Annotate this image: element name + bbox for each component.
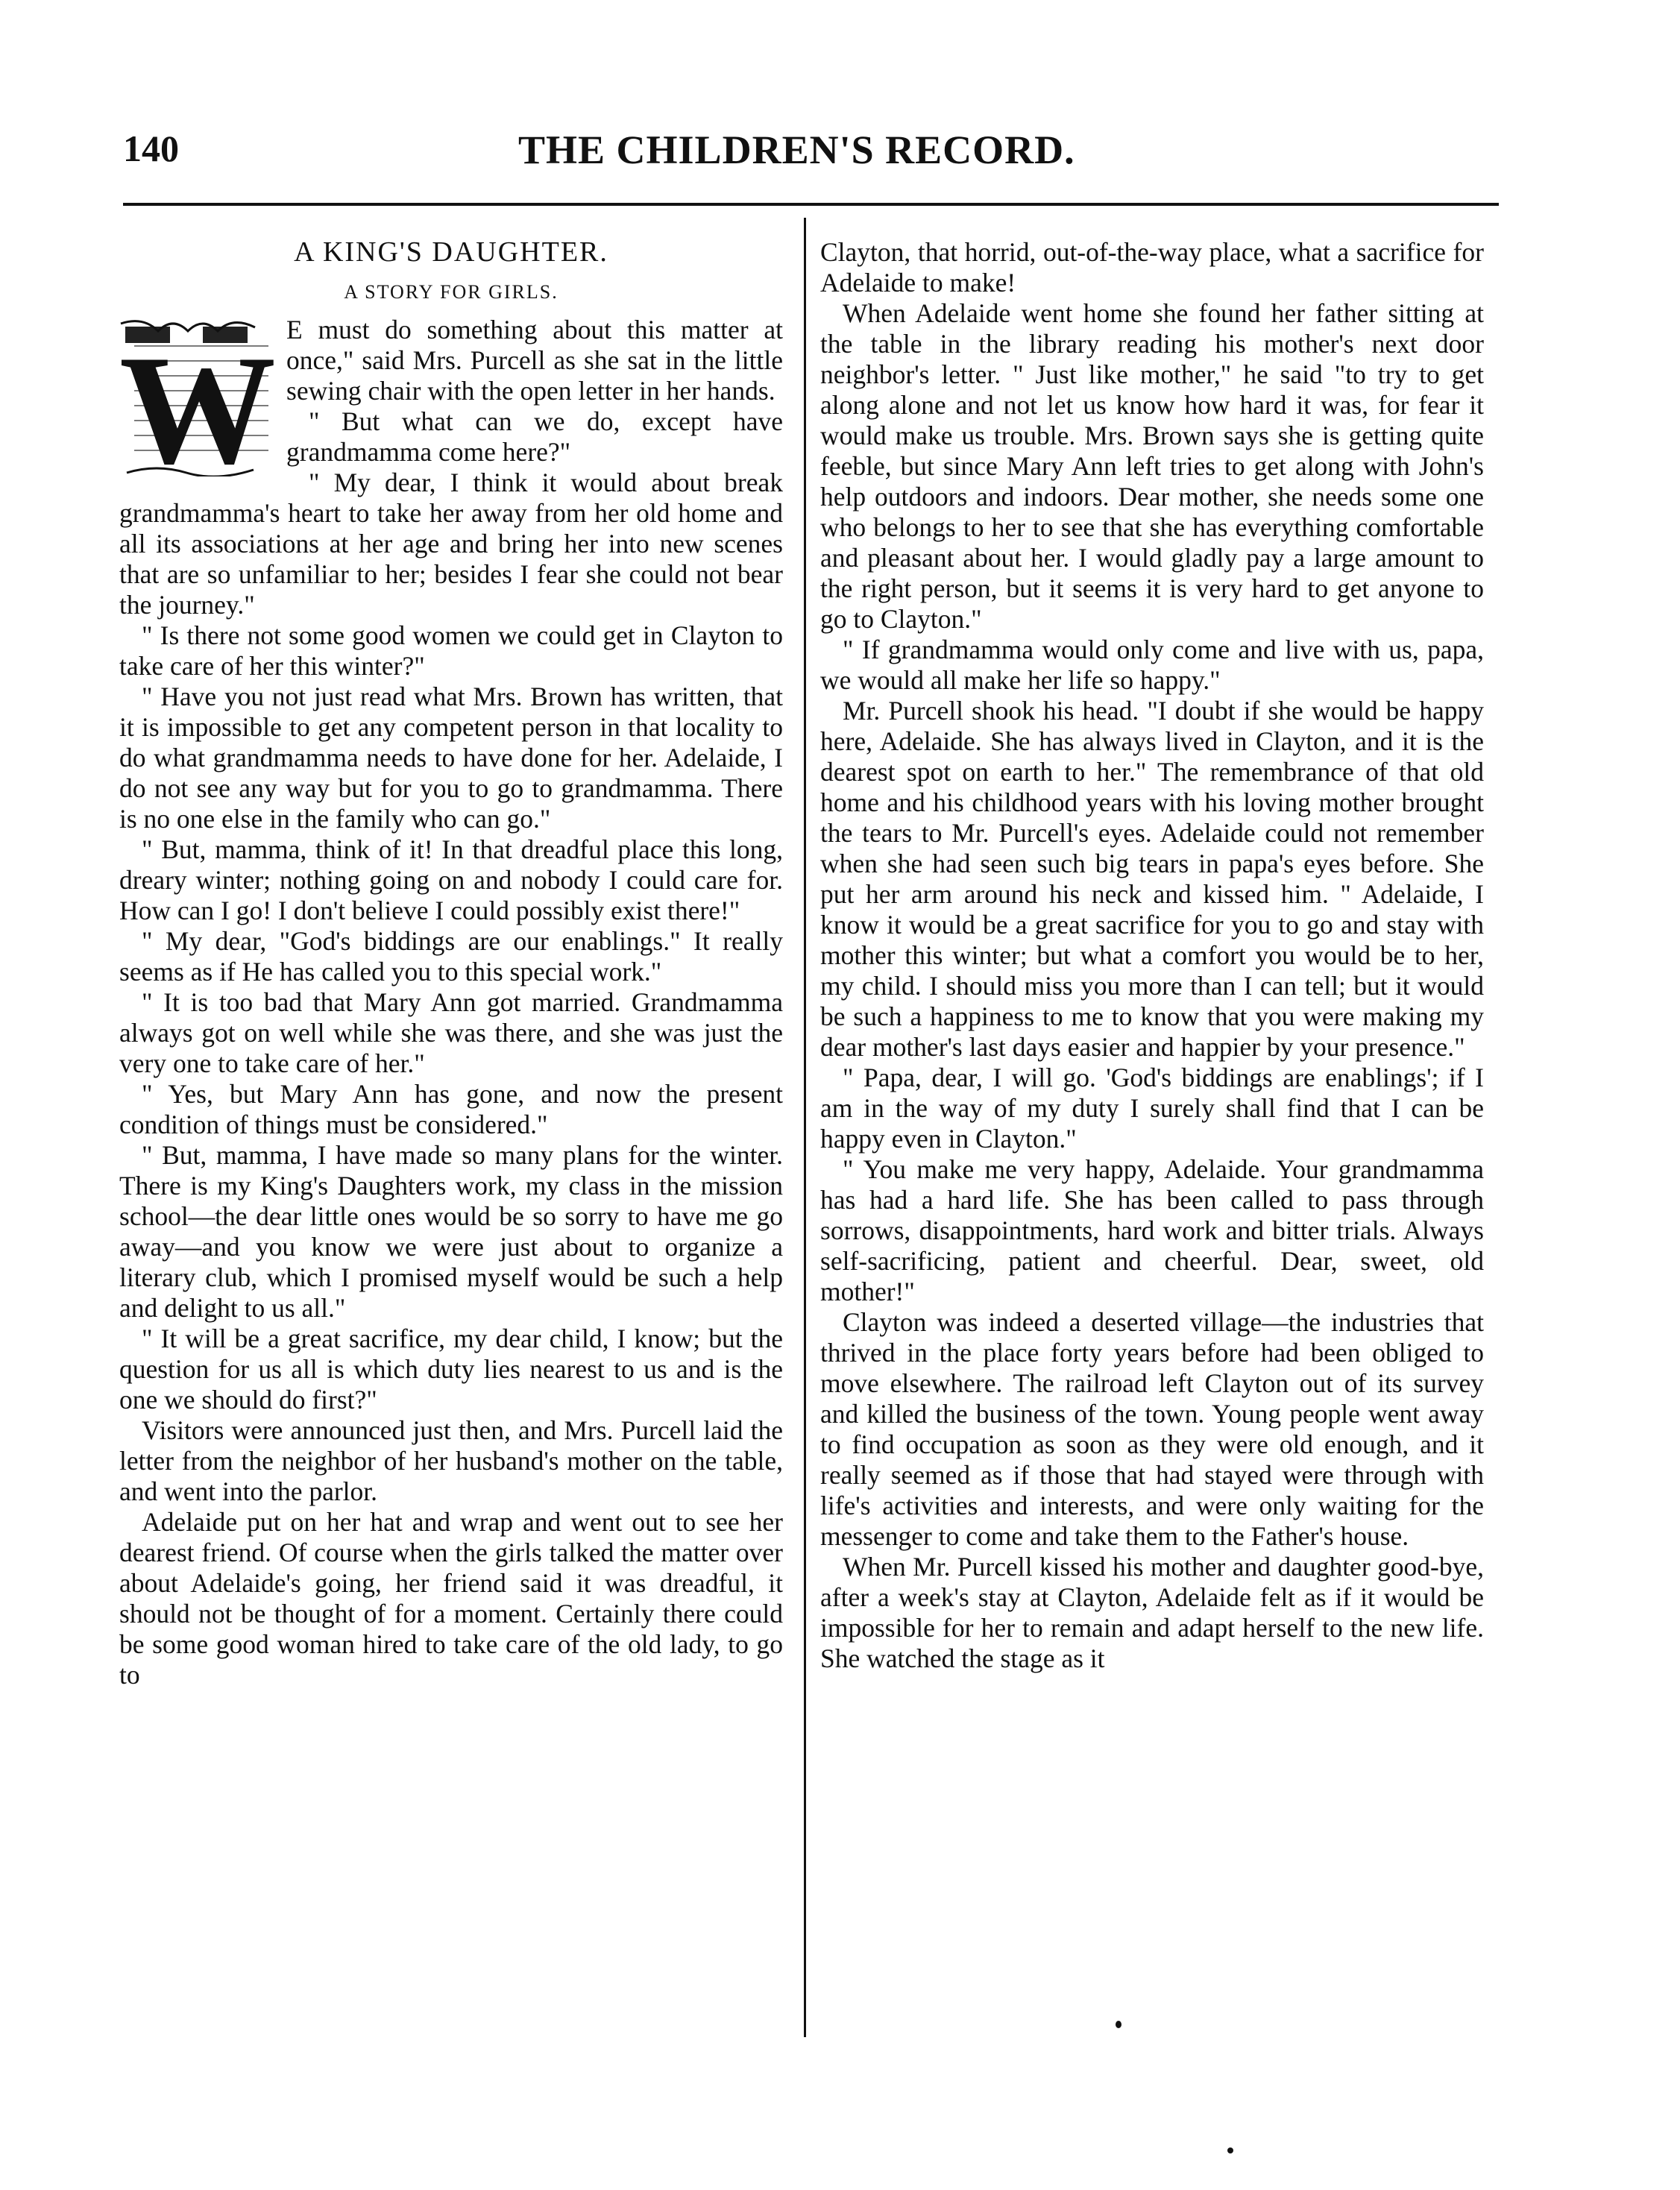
print-mark	[1227, 2147, 1233, 2153]
paragraph: " Yes, but Mary Ann has gone, and now the present condition of things must be considered."	[119, 1079, 783, 1139]
paragraph: E must do something about this matter at once," said Mrs. Purcell as she sat in the little sewing chair with the open letter in her hands.	[286, 315, 783, 406]
paragraph: " Have you not just read what Mrs. Brown has written, that it is impossible to get any competent person in that locality to do what grandmamma needs to have done for her. Adelaide, I do not see any way but for you to go to grandmamma. There is no one else in the family who can go."	[119, 682, 783, 834]
paragraph: " My dear, "God's biddings are our enablings." It really seems as if He has called you to this special work."	[119, 926, 783, 987]
paragraph: When Mr. Purcell kissed his mother and daughter good-bye, after a week's stay at Clayton, Adelaide felt as if it would be impossible for her to remain and adapt herself to the new life. She watched the stage as it	[820, 1552, 1484, 1673]
drop-cap-letter: W	[119, 324, 276, 476]
paragraph: " My dear, I think it would about break grandmamma's heart to take her away from her old home and all its associations at her age and bring her into new scenes that are so unfamiliar to her; besides I fear she could not bear the journey."	[119, 468, 783, 620]
paragraph: Mr. Purcell shook his head. "I doubt if she would be happy here, Adelaide. She has always lived in Clayton, and it is the dearest spot on earth to her." The remembrance of that old home and his childhood years with his loving mother brought the tears to Mr. Purcell's eyes. Adelaide could not remember when she had seen such big tears in papa's eyes before. She put her arm around his neck and kissed him. " Adelaide, I know it would be a great sacrifice for you to go and stay with mother this winter; but what a comfort you would be to her, my child. I should miss you more than I can tell; but it would be such a happiness to me to know that you were making my dear mother's last days easier and happier by your presence."	[820, 696, 1484, 1062]
paragraph: " If grandmamma would only come and live with us, papa, we would all make her life so happy."	[820, 635, 1484, 695]
paragraph: Clayton, that horrid, out-of-the-way place, what a sacrifice for Adelaide to make!	[820, 237, 1484, 298]
right-column	[820, 237, 1484, 1674]
paragraph: " You make me very happy, Adelaide. Your grandmamma has had a hard life. She has been called to pass through sorrows, disappointments, hard work and bitter trials. Always self-sacrificing, patient and cheerful. Dear, sweet, old mother!"	[820, 1154, 1484, 1306]
page-header	[123, 127, 1499, 179]
drop-cap-ornament-icon	[119, 316, 276, 476]
paragraph: Adelaide put on her hat and wrap and went out to see her dearest friend. Of course when the girls talked the matter over about Adelaide's going, her friend said it was dreadful, it should not be thought of for a moment. Certainly there could be some good woman hired to take care of the old lady, to go to	[119, 1507, 783, 1690]
print-mark	[1116, 2021, 1121, 2028]
paragraph: " Is there not some good women we could get in Clayton to take care of her this winter?"	[119, 620, 783, 681]
paragraph: " But, mamma, think of it! In that dreadful place this long, dreary winter; nothing going on and nobody I could care for. How can I go! I don't believe I could possibly exist there!"	[119, 834, 783, 925]
paragraph: " But, mamma, I have made so many plans for the winter. There is my King's Daughters work, my class in the mission school—the dear little ones would be so sorry to have me go away—and you know we were just about to organize a literary club, which I promised myself would be such a help and delight to us all."	[119, 1140, 783, 1323]
drop-cap-w-ornament	[119, 316, 276, 476]
paragraph: " Papa, dear, I will go. 'God's biddings are enablings'; if I am in the way of my duty I surely shall find that I can be happy even in Clayton."	[820, 1063, 1484, 1154]
article-title: A KING'S DAUGHTER.	[294, 236, 608, 268]
article-subtitle: A STORY FOR GIRLS.	[344, 281, 559, 303]
header-rule	[123, 203, 1499, 206]
paragraph: " But what can we do, except have grandmamma come here?"	[286, 406, 783, 467]
column-divider	[804, 218, 806, 2037]
paragraph: " It is too bad that Mary Ann got married. Grandmamma always got on well while she was there, and she was just the very one to take care of her."	[119, 987, 783, 1078]
journal-title: THE CHILDREN'S RECORD.	[518, 128, 1075, 172]
paragraph: " It will be a great sacrifice, my dear child, I know; but the question for us all is which duty lies nearest to us and is the one we should do first?"	[119, 1324, 783, 1415]
paragraph: When Adelaide went home she found her father sitting at the table in the library reading his mother's next door neighbor's letter. " Just like mother," he said "to try to get along alone and not let us know how hard it was, for fear it would make us trouble. Mrs. Brown says she is getting quite feeble, but since Mary Ann left tries to get along with John's help outdoors and indoors. Dear mother, she needs some one who belongs to her to see that she has everything comfortable and pleasant about her. I would gladly pay a large amount to the right person, but it seems it is very hard to get anyone to go to Clayton."	[820, 298, 1484, 634]
paragraph: Clayton was indeed a deserted village—the industries that thrived in the place forty years before had been obliged to move elsewhere. The railroad left Clayton out of its survey and killed the business of the town. Young people went away to find occupation as soon as they were old enough, and it really seemed as if those that had stayed were through with life's activities and interests, and were only waiting for the messenger to come and take them to the Father's house.	[820, 1307, 1484, 1551]
page-number: 140	[123, 128, 179, 169]
left-column	[119, 237, 783, 1690]
paragraph: Visitors were announced just then, and Mrs. Purcell laid the letter from the neighbor of her husband's mother on the table, and went into the parlor.	[119, 1415, 783, 1506]
